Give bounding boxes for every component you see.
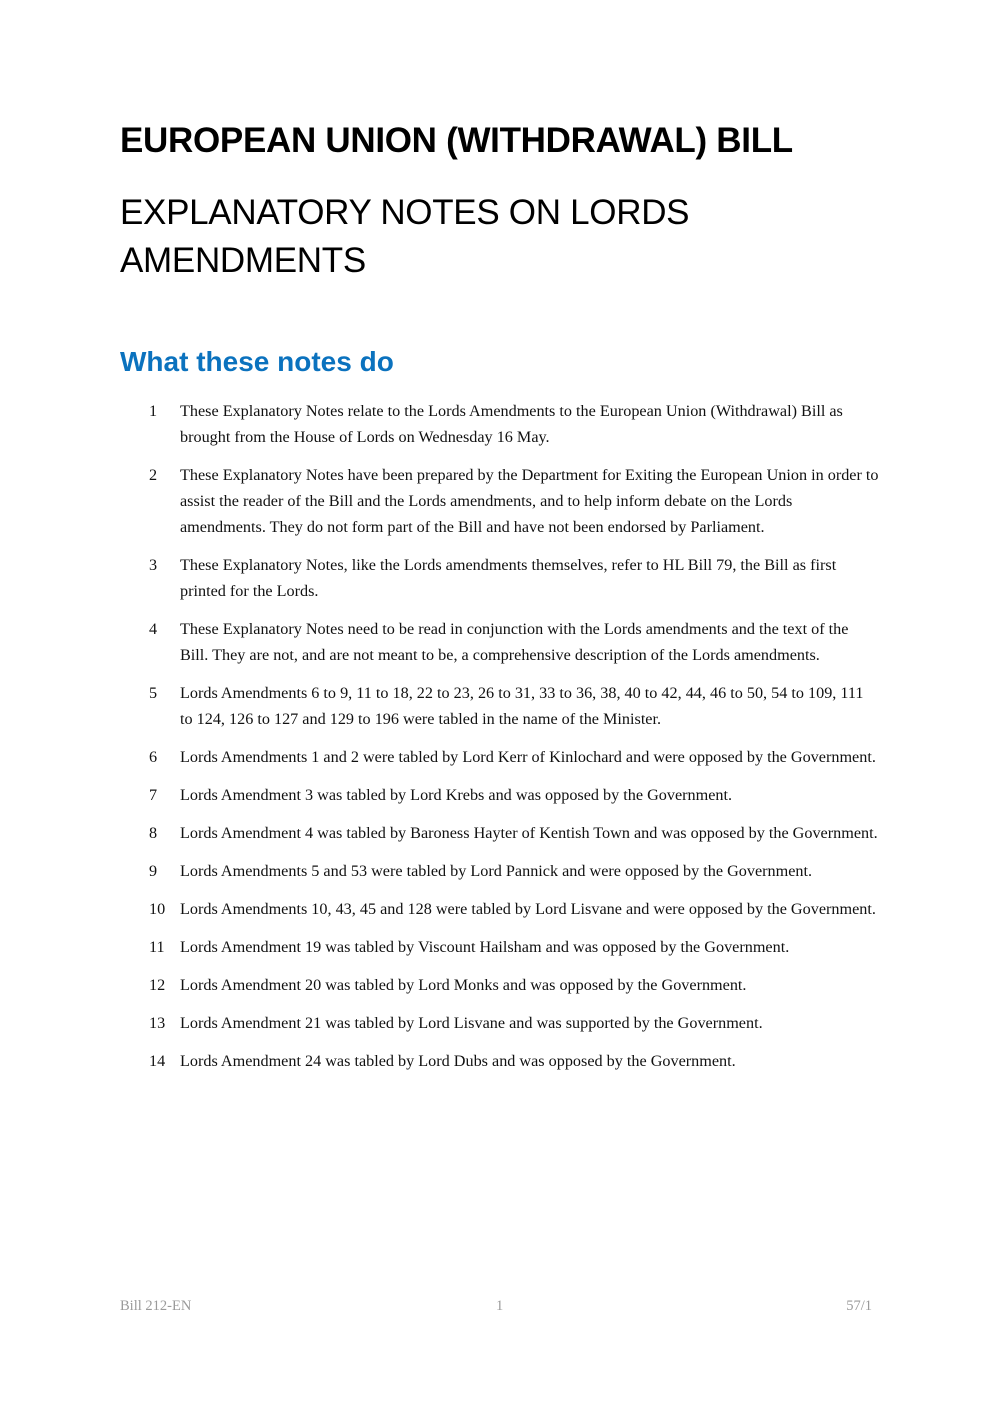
- paragraph-text: Lords Amendment 3 was tabled by Lord Krebs and was opposed by the Government.: [180, 786, 733, 804]
- paragraph-text: Lords Amendment 4 was tabled by Baroness Hayter of Kentish Town and was opposed by the Government.: [180, 824, 878, 842]
- session-reference: 57/1: [846, 1298, 872, 1314]
- paragraph: [120, 680, 880, 732]
- paragraph-number: 4: [149, 620, 158, 638]
- paragraph-number: 5: [149, 684, 158, 702]
- paragraph-text: These Explanatory Notes need to be read in conjunction with the Lords amendments and the text of the Bill. They are not, and are not meant to be, a comprehensive description of the Lords amendments.: [180, 620, 849, 664]
- paragraph-number: 6: [149, 748, 158, 766]
- paragraph-number: 9: [149, 862, 158, 880]
- paragraph: [120, 896, 880, 922]
- paragraph-number: 8: [149, 824, 158, 842]
- paragraph: [120, 782, 880, 808]
- paragraph-text: Lords Amendments 1 and 2 were tabled by Lord Kerr of Kinlochard and were opposed by the Government.: [180, 748, 876, 766]
- paragraph-number: 13: [149, 1014, 166, 1032]
- paragraph-text: Lords Amendment 19 was tabled by Viscount Hailsham and was opposed by the Government.: [180, 938, 790, 956]
- page-number: 1: [496, 1298, 504, 1314]
- paragraph: [120, 820, 880, 846]
- bill-reference: Bill 212-EN: [120, 1298, 192, 1314]
- paragraph-text: These Explanatory Notes, like the Lords amendments themselves, refer to HL Bill 79, the Bill as first printed for the Lords.: [180, 556, 837, 600]
- document-subtitle: EXPLANATORY NOTES ON LORDS AMENDMENTS: [120, 193, 690, 280]
- paragraph: [120, 552, 880, 604]
- paragraph-text: Lords Amendment 21 was tabled by Lord Lisvane and was supported by the Government.: [180, 1014, 763, 1032]
- paragraph-number: 14: [149, 1052, 166, 1070]
- paragraph: [120, 972, 880, 998]
- paragraph: [120, 934, 880, 960]
- paragraph-number: 3: [149, 556, 158, 574]
- paragraph: [120, 398, 880, 450]
- paragraph: [120, 1048, 880, 1074]
- paragraph-number: 12: [149, 976, 166, 994]
- paragraph-number: 2: [149, 466, 158, 484]
- paragraph-number: 11: [149, 938, 165, 956]
- paragraph-number: 1: [149, 402, 158, 420]
- paragraph-text: Lords Amendments 5 and 53 were tabled by Lord Pannick and were opposed by the Government.: [180, 862, 813, 880]
- paragraph: [120, 744, 880, 770]
- paragraph-text: These Explanatory Notes have been prepared by the Department for Exiting the European Union in order to assist the reader of the Bill and the Lords amendments, and to help inform debate on the Lords amendments. They do not form part of the Bill and have not been endorsed by Parliament.: [180, 466, 879, 536]
- paragraph-text: Lords Amendments 6 to 9, 11 to 18, 22 to 23, 26 to 31, 33 to 36, 38, 40 to 42, 44, 46 to 50, 54 to 109, 111 to 124, 126 to 127 and 129 to 196 were tabled in the name of the Minister.: [180, 684, 864, 728]
- paragraph: [120, 858, 880, 884]
- paragraph: [120, 462, 880, 540]
- paragraph-text: These Explanatory Notes relate to the Lords Amendments to the European Union (Withdrawal) Bill as brought from the House of Lords on Wednesday 16 May.: [180, 402, 843, 446]
- paragraph-number: 7: [149, 786, 158, 804]
- paragraph: [120, 1010, 880, 1036]
- paragraph-number: 10: [149, 900, 166, 918]
- section-heading: What these notes do: [120, 346, 394, 377]
- paragraph-text: Lords Amendment 20 was tabled by Lord Monks and was opposed by the Government.: [180, 976, 747, 994]
- document-title: EUROPEAN UNION (WITHDRAWAL) BILL: [120, 121, 793, 160]
- paragraph-text: Lords Amendments 10, 43, 45 and 128 were tabled by Lord Lisvane and were opposed by the Government.: [180, 900, 876, 918]
- paragraph-list: [120, 398, 880, 1086]
- paragraph-text: Lords Amendment 24 was tabled by Lord Dubs and was opposed by the Government.: [180, 1052, 736, 1070]
- paragraph: [120, 616, 880, 668]
